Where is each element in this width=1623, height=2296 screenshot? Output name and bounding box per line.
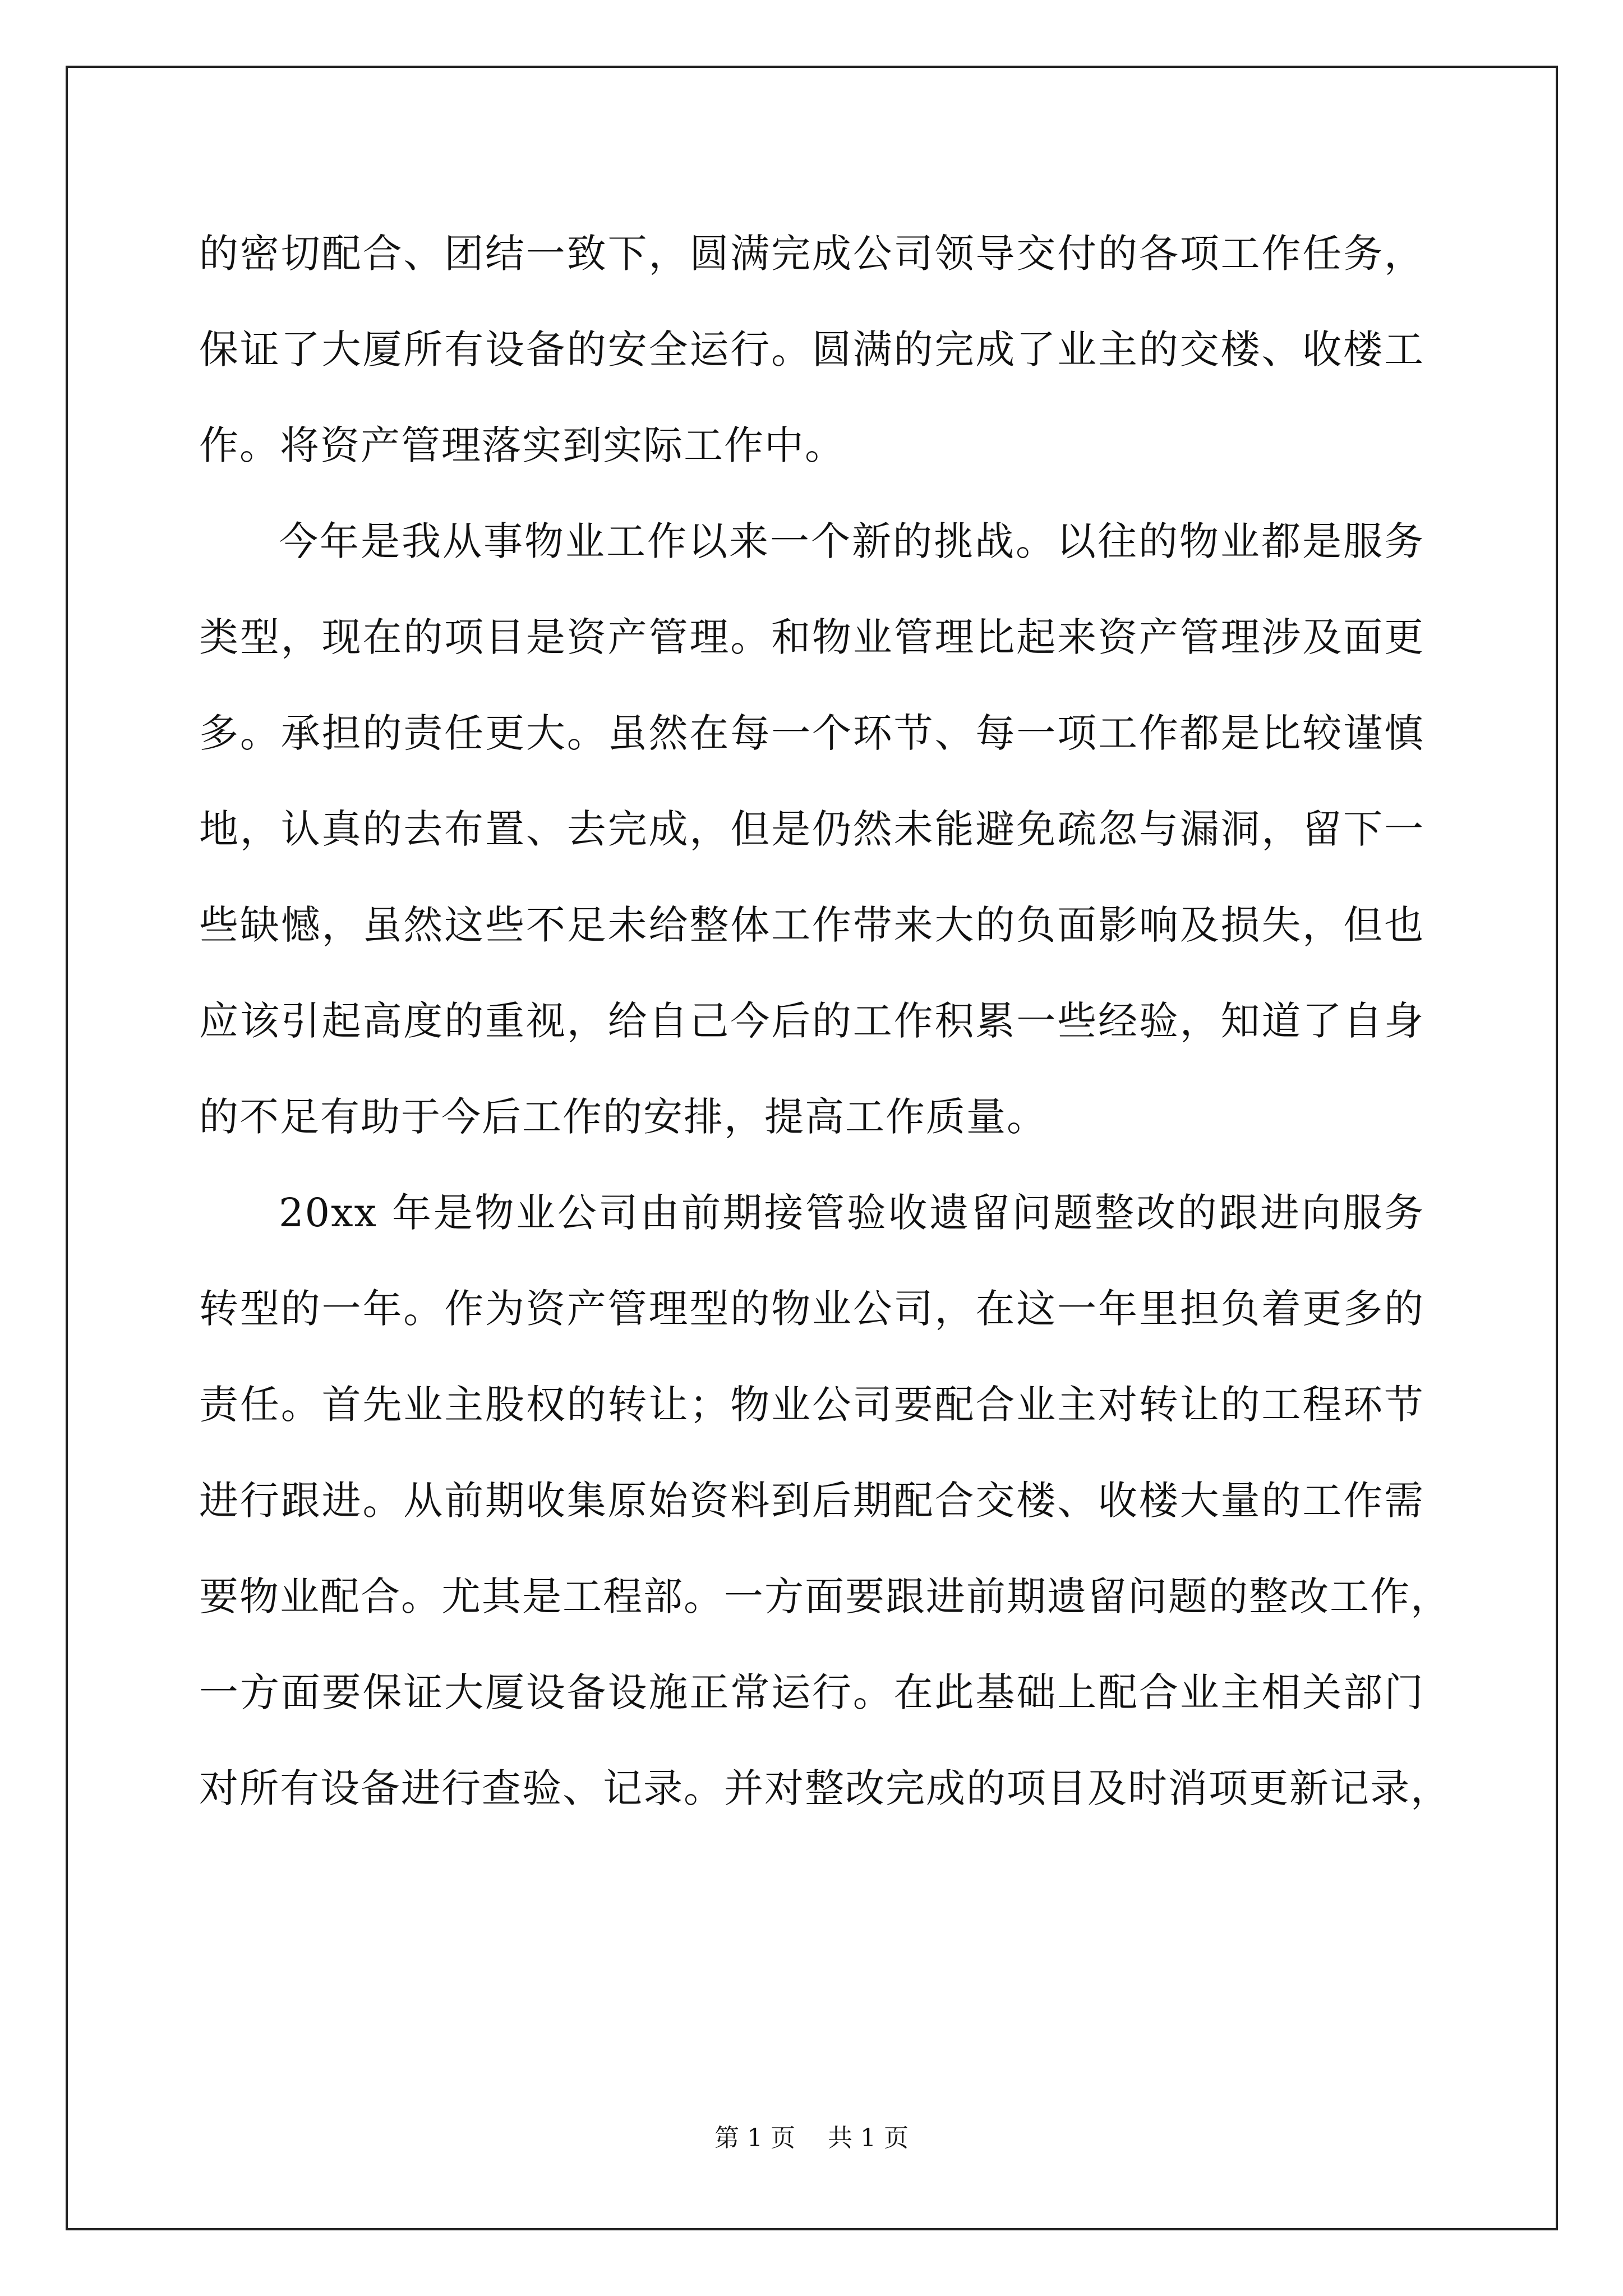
text-line: 进行跟进。从前期收集原始资料到后期配合交楼、收楼大量的工作需: [199, 1478, 1424, 1524]
text-line: 责任。首先业主股权的转让；物业公司要配合业主对转让的工程环节: [199, 1382, 1424, 1428]
text-line: 的密切配合、团结一致下，圆满完成公司领导交付的各项工作任务，: [199, 231, 1424, 277]
page-number: 第 1 页: [714, 2124, 795, 2152]
text-line: 保证了大厦所有设备的安全运行。圆满的完成了业主的交楼、收楼工: [199, 326, 1424, 372]
text-line: 要物业配合。尤其是工程部。一方面要跟进前期遗留问题的整改工作，: [199, 1573, 1451, 1619]
text-line: 对所有设备进行查验、记录。并对整改完成的项目及时消项更新记录，: [199, 1765, 1451, 1811]
text-line: 地，认真的去布置、去完成，但是仍然未能避免疏忽与漏洞，留下一: [199, 806, 1424, 852]
text-line: 一方面要保证大厦设备设施正常运行。在此基础上配合业主相关部门: [199, 1669, 1424, 1715]
text-line: 今年是我从事物业工作以来一个新的挑战。以往的物业都是服务: [279, 518, 1424, 564]
page-total: 共 1 页: [828, 2124, 909, 2152]
text-line: 些缺憾，虽然这些不足未给整体工作带来大的负面影响及损失，但也: [199, 902, 1424, 948]
text-line: 的不足有助于今后工作的安排，提高工作质量。: [199, 1094, 1047, 1140]
text-line: 转型的一年。作为资产管理型的物业公司，在这一年里担负着更多的: [199, 1286, 1424, 1332]
text-line: 多。承担的责任更大。虽然在每一个环节、每一项工作都是比较谨慎: [199, 710, 1424, 756]
text-line: 应该引起高度的重视，给自己今后的工作积累一些经验，知道了自身: [199, 998, 1424, 1044]
text-line: 20xx 年是物业公司由前期接管验收遗留问题整改的跟进向服务: [279, 1190, 1424, 1236]
text-line: 类型，现在的项目是资产管理。和物业管理比起来资产管理涉及面更: [199, 614, 1424, 660]
text-line: 作。将资产管理落实到实际工作中。: [199, 422, 845, 468]
document-body: [199, 206, 1451, 1837]
page-footer: [0, 2118, 1623, 2154]
